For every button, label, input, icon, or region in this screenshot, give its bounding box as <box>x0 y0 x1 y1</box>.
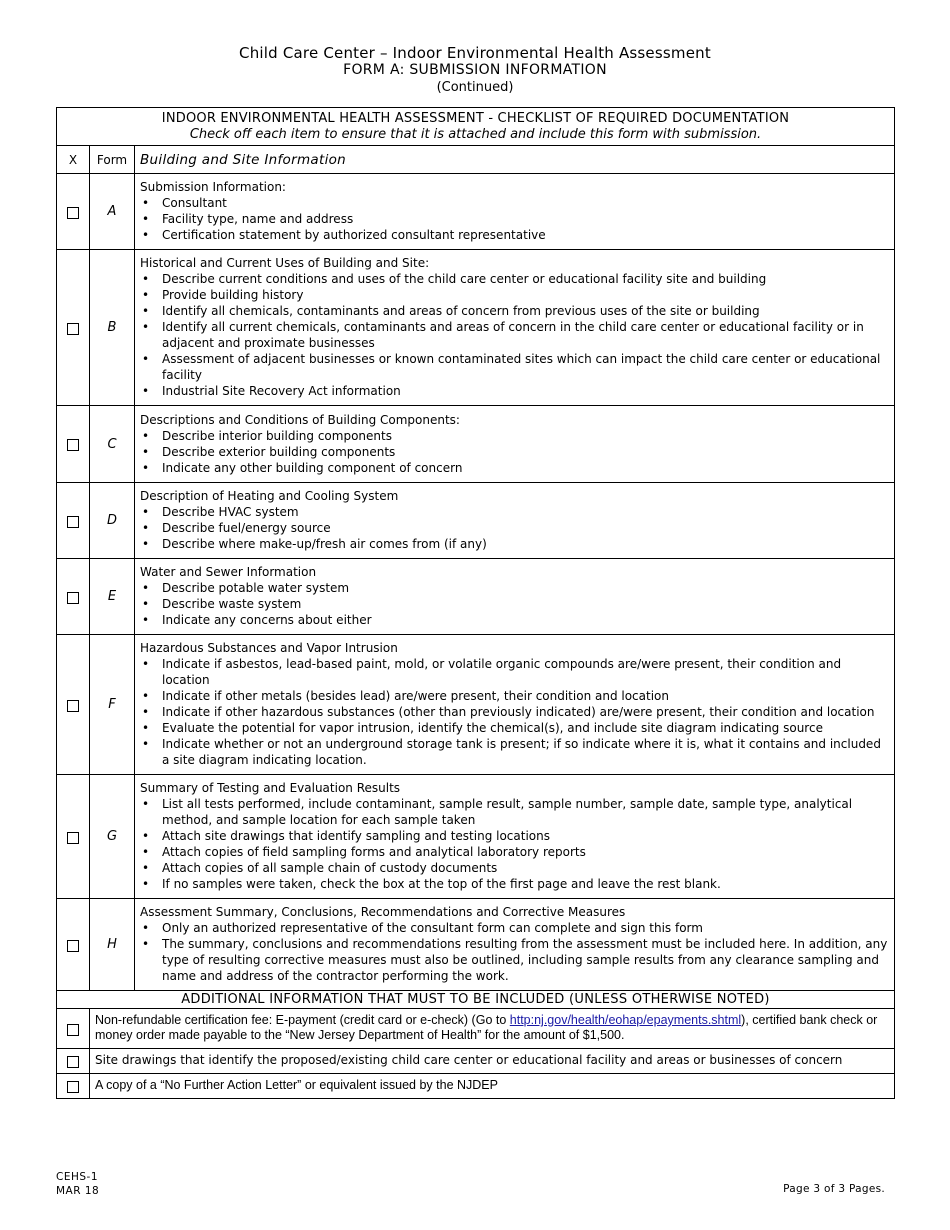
form-letter: B <box>90 250 135 406</box>
form-title: FORM A: SUBMISSION INFORMATION <box>343 62 607 78</box>
checkbox-form-a[interactable] <box>67 207 79 219</box>
requirement-item: • Only an authorized representative of the consultant form can complete and sign this form <box>140 920 889 936</box>
requirement-item: • Indicate if other hazardous substances (other than previously indicated) are/were present, their condition and location <box>140 704 889 720</box>
fee-text-after: ), certified bank check or money order made payable to the “New Jersey Department of Health” for the amount of $1,500. <box>95 1013 878 1042</box>
column-header-row <box>57 146 895 174</box>
checkbox-form-f[interactable] <box>67 700 79 712</box>
form-letter: C <box>90 406 135 483</box>
requirement-item: • Describe current conditions and uses of the child care center or educational facility site and building <box>140 271 889 287</box>
checkbox-form-b[interactable] <box>67 323 79 335</box>
requirement-title: Assessment Summary, Conclusions, Recommendations and Corrective Measures <box>140 905 626 919</box>
requirement-item: • Describe potable water system <box>140 580 889 596</box>
form-letter: A <box>90 174 135 250</box>
form-letter: G <box>90 775 135 899</box>
additional-row-nfa-letter <box>57 1074 895 1099</box>
requirement-list <box>140 796 889 892</box>
requirement-item: • Describe HVAC system <box>140 504 889 520</box>
requirement-item: • Industrial Site Recovery Act information <box>140 383 889 399</box>
checklist-row <box>57 483 895 559</box>
requirement-item: • Facility type, name and address <box>140 211 889 227</box>
requirement-title: Water and Sewer Information <box>140 565 317 579</box>
additional-heading-row <box>57 991 895 1009</box>
requirement-item: • Indicate whether or not an underground storage tank is present; if so indicate where it is, what it contains and included a site diagram indicating location. <box>140 736 889 768</box>
form-code: CEHS-1 <box>56 1171 98 1183</box>
document-title: Child Care Center – Indoor Environmental Health Assessment <box>239 44 711 62</box>
revision-date: MAR 18 <box>56 1185 100 1197</box>
nfa-letter-text: A copy of a “No Further Action Letter” or equivalent issued by the NJDEP <box>90 1074 895 1099</box>
continued-label: (Continued) <box>436 80 514 95</box>
requirement-title: Submission Information: <box>140 180 286 194</box>
requirement-list <box>140 271 889 399</box>
requirement-item: • Describe fuel/energy source <box>140 520 889 536</box>
column-header-x: X <box>57 146 90 174</box>
site-drawings-text: Site drawings that identify the proposed/existing child care center or educational facility and areas or businesses of concern <box>90 1049 895 1074</box>
requirement-item: • Attach copies of all sample chain of custody documents <box>140 860 889 876</box>
checklist-row <box>57 899 895 991</box>
requirement-title: Historical and Current Uses of Building and Site: <box>140 256 430 270</box>
requirement-list <box>140 195 889 243</box>
requirement-item: • If no samples were taken, check the box at the top of the first page and leave the rest blank. <box>140 876 889 892</box>
checkbox-fee[interactable] <box>67 1024 79 1036</box>
requirement-item: • Identify all current chemicals, contaminants and areas of concern in the child care center or educational facility or in adjacent and proximate businesses <box>140 319 889 351</box>
additional-heading: ADDITIONAL INFORMATION THAT MUST TO BE INCLUDED (UNLESS OTHERWISE NOTED) <box>57 991 895 1009</box>
requirement-title: Summary of Testing and Evaluation Results <box>140 781 401 795</box>
checklist-row <box>57 559 895 635</box>
document-header <box>0 44 950 96</box>
checklist-row <box>57 250 895 406</box>
requirement-item: • Identify all chemicals, contaminants and areas of concern from previous uses of the site or building <box>140 303 889 319</box>
form-letter: H <box>90 899 135 991</box>
section-heading: Building and Site Information <box>135 146 895 174</box>
footer-form-code <box>56 1170 99 1198</box>
requirement-item: • Describe exterior building components <box>140 444 889 460</box>
requirement-title: Descriptions and Conditions of Building Components: <box>140 412 460 427</box>
requirement-item: • Certification statement by authorized consultant representative <box>140 227 889 243</box>
requirement-item: • Describe where make-up/fresh air comes from (if any) <box>140 536 889 552</box>
epayment-link[interactable]: http:nj.gov/health/eohap/epayments.shtml <box>509 1013 742 1027</box>
page-number: Page 3 of 3 Pages. <box>783 1183 885 1195</box>
requirement-list <box>140 428 889 476</box>
requirement-item: • List all tests performed, include contaminant, sample result, sample number, sample date, sample type, analytical method, and sample location for each sample taken <box>140 796 889 828</box>
requirement-item: • Indicate any concerns about either <box>140 612 889 628</box>
checklist-row <box>57 174 895 250</box>
checkbox-nfa-letter[interactable] <box>67 1081 79 1093</box>
checklist-row <box>57 406 895 483</box>
checklist-table <box>56 107 895 1099</box>
requirement-list <box>140 656 889 768</box>
form-letter: F <box>90 635 135 775</box>
fee-text-before: Non-refundable certification fee: E-payment (credit card or e-check) (Go to <box>95 1013 510 1027</box>
fee-text <box>90 1009 895 1049</box>
requirement-item: • Describe interior building components <box>140 428 889 444</box>
checkbox-form-g[interactable] <box>67 832 79 844</box>
requirement-list <box>140 580 889 628</box>
additional-row-fee <box>57 1009 895 1049</box>
checkbox-form-h[interactable] <box>67 940 79 952</box>
checklist-row <box>57 635 895 775</box>
requirement-item: • Indicate any other building component of concern <box>140 460 889 476</box>
requirement-item: • The summary, conclusions and recommendations resulting from the assessment must be included here. In addition, any type of resulting corrective measures must also be outlined, including sample results from any clearance sampling and name and address of the contractor performing the work. <box>140 936 889 984</box>
checklist-title-row <box>57 108 895 146</box>
checklist-row <box>57 775 895 899</box>
requirement-title: Description of Heating and Cooling System <box>140 489 399 503</box>
checkbox-site-drawings[interactable] <box>67 1056 79 1068</box>
checklist-title: INDOOR ENVIRONMENTAL HEALTH ASSESSMENT - CHECKLIST OF REQUIRED DOCUMENTATION <box>161 111 790 126</box>
requirement-item: • Indicate if other metals (besides lead) are/were present, their condition and location <box>140 688 889 704</box>
form-letter: D <box>90 483 135 559</box>
checkbox-form-c[interactable] <box>67 439 79 451</box>
checklist-instruction: Check off each item to ensure that it is attached and include this form with submission. <box>189 127 762 142</box>
requirement-item: • Assessment of adjacent businesses or known contaminated sites which can impact the child care center or educational facility <box>140 351 889 383</box>
requirement-item: • Attach site drawings that identify sampling and testing locations <box>140 828 889 844</box>
checkbox-form-e[interactable] <box>67 592 79 604</box>
requirement-item: • Provide building history <box>140 287 889 303</box>
requirement-item: • Attach copies of field sampling forms and analytical laboratory reports <box>140 844 889 860</box>
column-header-form: Form <box>90 146 135 174</box>
requirement-item: • Describe waste system <box>140 596 889 612</box>
additional-row-site-drawings <box>57 1049 895 1074</box>
requirement-item: • Evaluate the potential for vapor intrusion, identify the chemical(s), and include site diagram indicating source <box>140 720 889 736</box>
checkbox-form-d[interactable] <box>67 516 79 528</box>
form-letter: E <box>90 559 135 635</box>
requirement-item: • Indicate if asbestos, lead-based paint, mold, or volatile organic compounds are/were present, their condition and location <box>140 656 889 688</box>
requirement-title: Hazardous Substances and Vapor Intrusion <box>140 641 398 655</box>
requirement-item: • Consultant <box>140 195 889 211</box>
requirement-list <box>140 920 889 984</box>
requirement-list <box>140 504 889 552</box>
